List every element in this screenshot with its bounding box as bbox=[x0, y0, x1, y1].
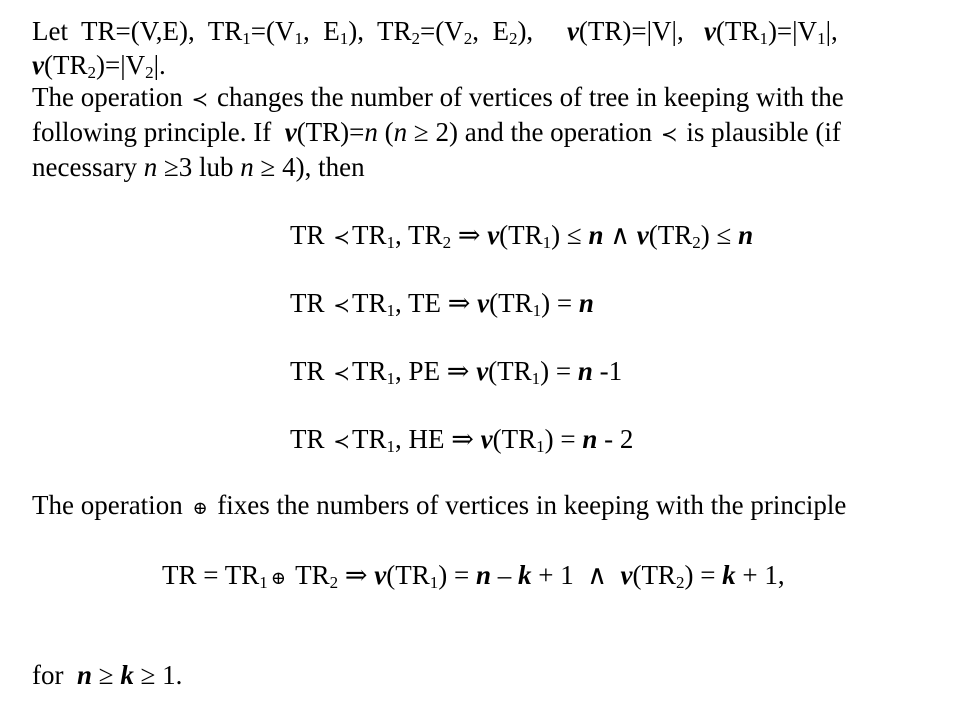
rule-4: TR $≺TR_1$, HE ⇒ $\nu(TR_1) = n - 2$ bbox=[290, 424, 634, 456]
intro-line-1: Let TR=(V,E), $TR_1=(V_1$, $E_1$), $TR_2=(V_2$, $E_2$), ν(TR)=|V|, $\nu(TR_1)=|V_1|$, bbox=[32, 16, 838, 48]
rule-1: TR $≺TR_1$, $TR_2$ ⇒ $\nu(TR_1) \le n$ ∧ $\nu(TR_2) \le n$ bbox=[290, 220, 754, 252]
oplus-text: The operation ⊕ fixes the numbers of vertices in keeping with the principle bbox=[32, 490, 847, 520]
intro-line-5: necessary n ≥3 lub n ≥ 4), then bbox=[32, 152, 365, 182]
oplus-rule: TR = $TR_1$ ⊕ $TR_2$ ⇒ $\nu(TR_1) = n - k + 1$ ∧ $\nu(TR_2) = k + 1$, bbox=[162, 560, 785, 592]
condition-line: for n ≥ k ≥ 1. bbox=[32, 660, 183, 690]
intro-line-2: $\nu(TR_2)=|V_2|$. bbox=[32, 50, 166, 82]
intro-line-3: The operation ≺ changes the number of vertices of tree in keeping with the bbox=[32, 82, 844, 112]
intro-line-4: following principle. If ν(TR)=n (n ≥ 2) and the operation ≺ is plausible (if bbox=[32, 117, 841, 147]
rule-3: TR $≺TR_1$, PE ⇒ $\nu(TR_1) = n$ -1 bbox=[290, 356, 623, 388]
rule-2: TR $≺TR_1$, TE ⇒ $\nu(TR_1) = n$ bbox=[290, 288, 594, 320]
